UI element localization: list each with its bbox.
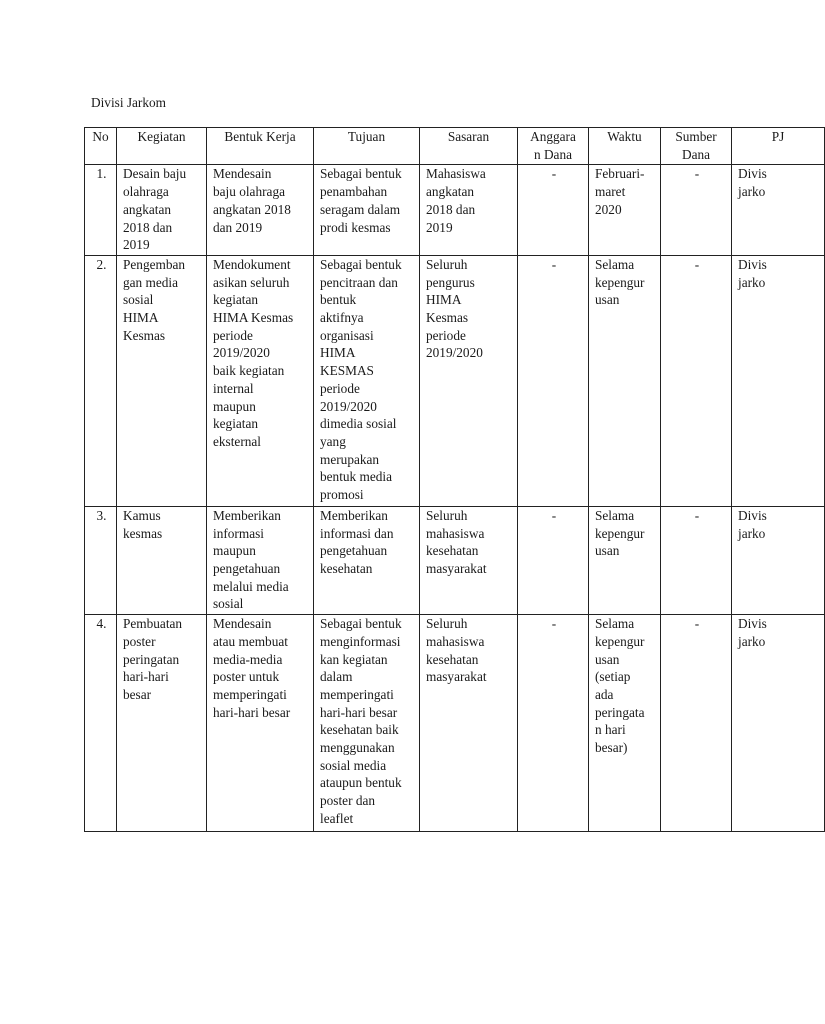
cell-sumber-dana: - [661,255,732,506]
cell-tujuan: Sebagai bentuk pencitraan dan bentuk aktifnya organisasi HIMA KESMAS periode 2019/2020 dimedia sosial yang merupakan bentuk media promosi [314,255,420,506]
cell-kegiatan: Kamus kesmas [117,506,207,614]
table-row [85,165,825,256]
cell-pj: Divis jarko [732,255,825,506]
cell-anggaran-dana: - [518,506,589,614]
cell-kegiatan: Pembuatan poster peringatan hari-hari besar [117,615,207,832]
cell-sasaran: Seluruh mahasiswa kesehatan masyarakat [420,615,518,832]
cell-no: 1. [85,165,117,256]
cell-anggaran-dana: - [518,165,589,256]
cell-tujuan: Memberikan informasi dan pengetahuan kesehatan [314,506,420,614]
cell-waktu: Selama kepengur usan (setiap ada peringata n hari besar) [589,615,661,832]
cell-sasaran: Seluruh pengurus HIMA Kesmas periode 2019/2020 [420,255,518,506]
cell-pj: Divis jarko [732,506,825,614]
table-row [85,255,825,506]
cell-tujuan: Sebagai bentuk menginformasi kan kegiatan dalam memperingati hari-hari besar kesehatan baik menggunakan sosial media ataupun bentuk poster dan leaflet [314,615,420,832]
cell-kegiatan: Pengemban gan media sosial HIMA Kesmas [117,255,207,506]
cell-pj: Divis jarko [732,615,825,832]
header-sumber-dana: Sumber Dana [661,128,732,165]
cell-sumber-dana: - [661,165,732,256]
header-kegiatan: Kegiatan [117,128,207,165]
cell-pj: Divis jarko [732,165,825,256]
cell-anggaran-dana: - [518,615,589,832]
header-anggaran-dana: Anggara n Dana [518,128,589,165]
header-sasaran: Sasaran [420,128,518,165]
header-pj: PJ [732,128,825,165]
table-row [85,615,825,832]
cell-sasaran: Mahasiswa angkatan 2018 dan 2019 [420,165,518,256]
cell-waktu: Selama kepengur usan [589,506,661,614]
cell-bentuk-kerja: Mendokument asikan seluruh kegiatan HIMA Kesmas periode 2019/2020 baik kegiatan internal maupun kegiatan eksternal [207,255,314,506]
header-waktu: Waktu [589,128,661,165]
cell-tujuan: Sebagai bentuk penambahan seragam dalam prodi kesmas [314,165,420,256]
document-title: Divisi Jarkom [91,95,166,110]
cell-bentuk-kerja: Mendesain atau membuat media-media poster untuk memperingati hari-hari besar [207,615,314,832]
table-row [85,506,825,614]
header-bentuk-kerja: Bentuk Kerja [207,128,314,165]
cell-no: 3. [85,506,117,614]
cell-bentuk-kerja: Mendesain baju olahraga angkatan 2018 dan 2019 [207,165,314,256]
header-no: No [85,128,117,165]
header-tujuan: Tujuan [314,128,420,165]
cell-sasaran: Seluruh mahasiswa kesehatan masyarakat [420,506,518,614]
cell-no: 2. [85,255,117,506]
cell-sumber-dana: - [661,615,732,832]
cell-waktu: Selama kepengur usan [589,255,661,506]
table-header-row [85,128,825,165]
cell-sumber-dana: - [661,506,732,614]
cell-kegiatan: Desain baju olahraga angkatan 2018 dan 2019 [117,165,207,256]
cell-no: 4. [85,615,117,832]
cell-bentuk-kerja: Memberikan informasi maupun pengetahuan melalui media sosial [207,506,314,614]
work-program-table [84,127,825,832]
cell-anggaran-dana: - [518,255,589,506]
cell-waktu: Februari- maret 2020 [589,165,661,256]
